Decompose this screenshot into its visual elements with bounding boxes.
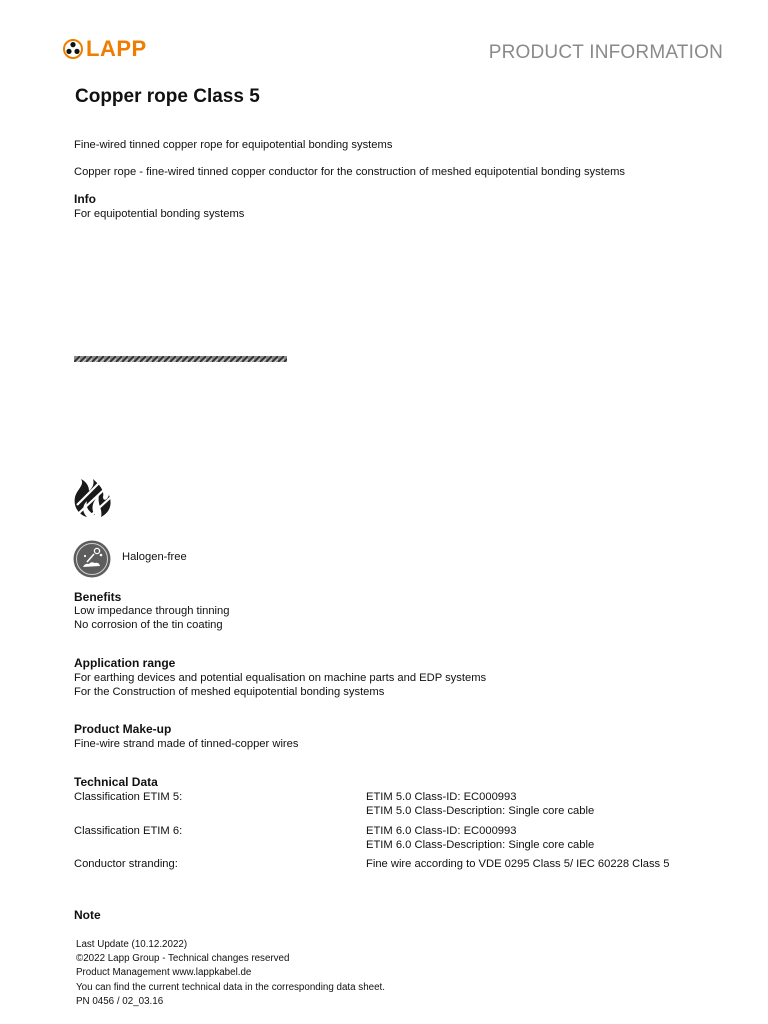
technical-heading: Technical Data xyxy=(74,775,158,789)
halogen-free-label: Halogen-free xyxy=(122,551,187,563)
technical-value: ETIM 5.0 Class-ID: EC000993 xyxy=(366,791,517,803)
info-heading: Info xyxy=(74,192,96,206)
footer-line: Product Management www.lappkabel.de xyxy=(76,967,252,979)
application-item: For the Construction of meshed equipotential bonding systems xyxy=(74,686,385,698)
lapp-logo-icon xyxy=(63,39,83,59)
technical-value: Fine wire according to VDE 0295 Class 5/ IEC 60228 Class 5 xyxy=(366,858,670,870)
copper-rope-image xyxy=(74,356,287,362)
benefit-item: No corrosion of the tin coating xyxy=(74,619,223,631)
lapp-logo xyxy=(63,38,147,60)
footer-line: You can find the current technical data in the corresponding data sheet. xyxy=(76,981,385,993)
makeup-heading: Product Make-up xyxy=(74,722,172,736)
technical-value: ETIM 5.0 Class-Description: Single core cable xyxy=(366,805,595,817)
short-description: Fine-wired tinned copper rope for equipotential bonding systems xyxy=(74,139,393,151)
benefits-heading: Benefits xyxy=(74,590,122,604)
footer xyxy=(76,938,385,1009)
technical-label: Classification ETIM 5: xyxy=(74,791,183,803)
footer-line: PN 0456 / 02_03.16 xyxy=(76,995,164,1007)
benefit-item: Low impedance through tinning xyxy=(74,605,230,617)
technical-label: Classification ETIM 6: xyxy=(74,825,183,837)
page-header-title: PRODUCT INFORMATION xyxy=(488,42,723,63)
technical-label: Conductor stranding: xyxy=(74,858,178,870)
footer-line: Last Update (10.12.2022) xyxy=(76,939,188,950)
logo-text: LAPP xyxy=(86,36,147,61)
technical-value: ETIM 6.0 Class-ID: EC000993 xyxy=(366,825,517,837)
note-heading: Note xyxy=(74,908,101,922)
makeup-text: Fine-wire strand made of tinned-copper wires xyxy=(74,738,299,750)
technical-value: ETIM 6.0 Class-Description: Single core cable xyxy=(366,839,595,851)
flame-retardant-icon xyxy=(73,475,113,521)
info-text: For equipotential bonding systems xyxy=(74,208,245,220)
application-heading: Application range xyxy=(74,656,176,670)
page-title: Copper rope Class 5 xyxy=(75,86,260,107)
long-description: Copper rope - fine-wired tinned copper conductor for the construction of meshed equipotential bonding systems xyxy=(74,166,625,178)
halogen-free-icon xyxy=(73,540,111,578)
footer-line: ©2022 Lapp Group - Technical changes reserved xyxy=(76,953,290,965)
application-item: For earthing devices and potential equalisation on machine parts and EDP systems xyxy=(74,672,487,684)
